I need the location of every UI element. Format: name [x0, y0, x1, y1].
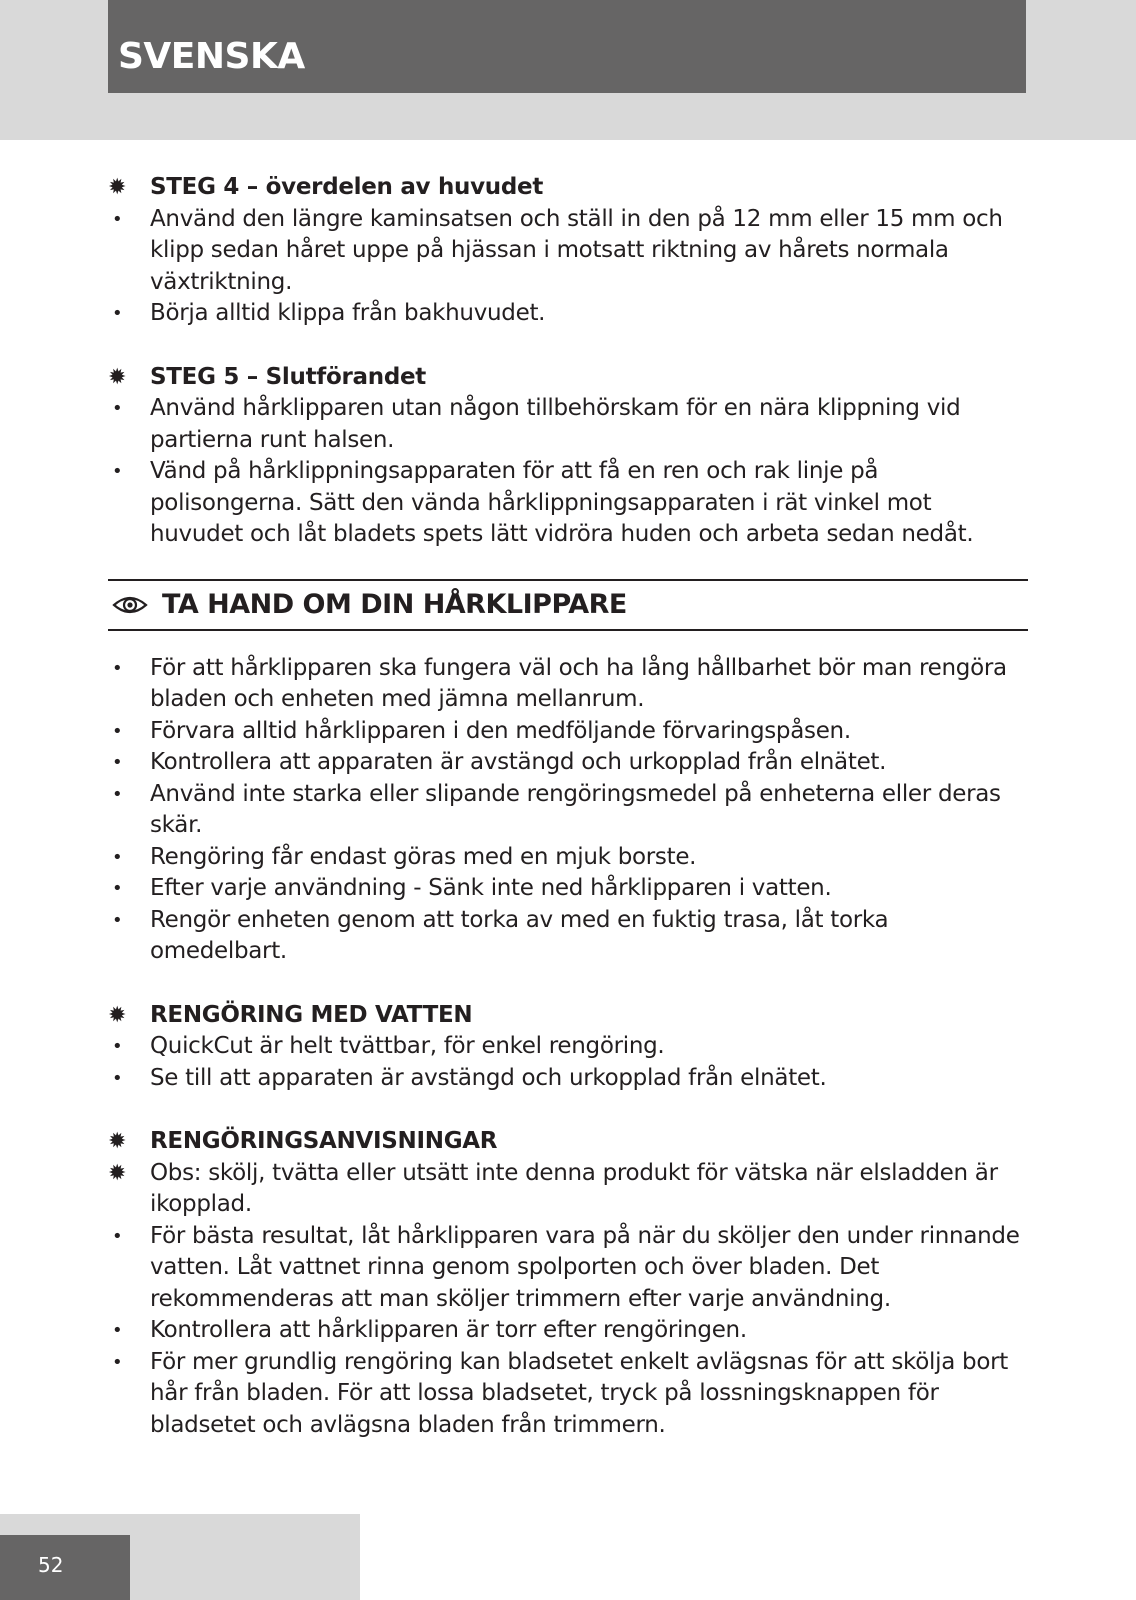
bullet-icon: •	[112, 1320, 123, 1341]
bullet-icon: •	[112, 752, 123, 773]
list-item	[108, 747, 1028, 779]
step5-title: STEG 5 – Slutförandet	[150, 363, 426, 390]
eye-icon	[112, 593, 148, 617]
list-item	[108, 842, 1028, 874]
bullet-icon: •	[112, 398, 123, 419]
bullet-icon: •	[112, 1351, 123, 1373]
list-item-text: Använd den längre kaminsatsen och ställ in den på 12 mm eller 15 mm och klipp sedan håret uppe på hjässan i motsatt riktning av hårets normala växtriktning.	[150, 205, 1003, 295]
bullet-icon: •	[112, 1067, 123, 1089]
instructions-heading	[108, 1126, 1028, 1158]
bullet-icon: •	[112, 720, 123, 742]
sun-icon: ✹	[108, 175, 127, 200]
bullet-icon: •	[112, 303, 123, 324]
step5-heading	[108, 362, 1028, 394]
list-item	[108, 873, 1028, 905]
bullet-icon: •	[112, 878, 123, 899]
list-item-text: Se till att apparaten är avstängd och urkopplad från elnätet.	[150, 1064, 827, 1091]
list-item	[108, 1221, 1028, 1316]
list-item	[108, 393, 1028, 456]
step4-title: STEG 4 – överdelen av huvudet	[150, 174, 544, 200]
list-item	[108, 298, 1028, 330]
bullet-icon: •	[112, 846, 123, 868]
sun-icon: ✹	[108, 1129, 127, 1154]
list-item	[108, 653, 1028, 716]
warning-note-text: Obs: skölj, tvätta eller utsätt inte denna produkt för vätska när elsladden är ikopplad.	[150, 1159, 998, 1217]
list-item-text: Vänd på hårklippningsapparaten för att få en ren och rak linje på polisongerna. Sätt den vända hårklippningsapparaten i rät vinkel mot huvudet och låt bladets spets lätt vidröra huden och arbeta sedan nedåt.	[150, 458, 974, 547]
care-section-title	[108, 579, 1028, 631]
list-item-text: För bästa resultat, låt hårklipparen vara på när du sköljer den under rinnande vatten. Låt vattnet rinna genom spolporten och över bladen. Det rekommenderas att man sköljer trimmern efter varje användning.	[150, 1222, 1020, 1312]
list-item	[108, 1315, 1028, 1347]
warning-note	[108, 1158, 1028, 1221]
list-item-text: QuickCut är helt tvättbar, för enkel rengöring.	[150, 1033, 665, 1059]
bullet-icon: •	[112, 783, 123, 805]
list-item	[108, 779, 1028, 842]
list-item	[108, 456, 1028, 551]
bullet-icon: •	[112, 909, 123, 931]
page-content	[108, 172, 1028, 1441]
list-item-text: För mer grundlig rengöring kan bladsetet enkelt avlägsnas för att skölja bort hår från bladen. För att lossa bladsetet, tryck på lossningsknappen för bladsetet och avlägsna bladen från trimmern.	[150, 1348, 1008, 1438]
list-item-text: Kontrollera att hårklipparen är torr efter rengöringen.	[150, 1317, 747, 1343]
instructions-title: RENGÖRINGSANVISNINGAR	[150, 1128, 498, 1154]
list-item	[108, 204, 1028, 299]
water-title: RENGÖRING MED VATTEN	[150, 1001, 473, 1028]
sun-icon: ✹	[108, 1002, 127, 1028]
list-item-text: Kontrollera att apparaten är avstängd och urkopplad från elnätet.	[150, 749, 887, 775]
language-header: SVENSKA	[108, 0, 1026, 93]
list-item-text: Efter varje användning - Sänk inte ned hårklipparen i vatten.	[150, 875, 832, 901]
list-item-text: Börja alltid klippa från bakhuvudet.	[150, 300, 546, 326]
care-title: TA HAND OM DIN HÅRKLIPPARE	[162, 588, 627, 620]
bullet-icon: •	[112, 1036, 123, 1057]
list-item	[108, 1031, 1028, 1063]
bullet-icon: •	[112, 657, 123, 679]
list-item	[108, 716, 1028, 748]
list-item-text: För att hårklipparen ska fungera väl och ha lång hållbarhet bör man rengöra bladen och enheten med jämna mellanrum.	[150, 654, 1007, 712]
list-item-text: Rengör enheten genom att torka av med en fuktig trasa, låt torka omedelbart.	[150, 906, 889, 964]
page-number: 52	[0, 1535, 130, 1600]
step4-heading	[108, 172, 1028, 204]
water-heading	[108, 1000, 1028, 1032]
list-item-text: Använd hårklipparen utan någon tillbehörskam för en nära klippning vid partierna runt halsen.	[150, 395, 961, 453]
list-item-text: Förvara alltid hårklipparen i den medföljande förvaringspåsen.	[150, 717, 851, 744]
list-item-text: Rengöring får endast göras med en mjuk borste.	[150, 843, 697, 870]
bullet-icon: •	[112, 208, 123, 230]
list-item	[108, 1347, 1028, 1442]
sun-icon: ✹	[108, 364, 127, 390]
list-item	[108, 905, 1028, 968]
list-item-text: Använd inte starka eller slipande rengöringsmedel på enheterna eller deras skär.	[150, 780, 1001, 838]
list-item	[108, 1063, 1028, 1095]
bullet-icon: •	[112, 1225, 123, 1247]
bullet-icon: •	[112, 461, 123, 482]
sun-icon: ✹	[108, 1160, 127, 1186]
